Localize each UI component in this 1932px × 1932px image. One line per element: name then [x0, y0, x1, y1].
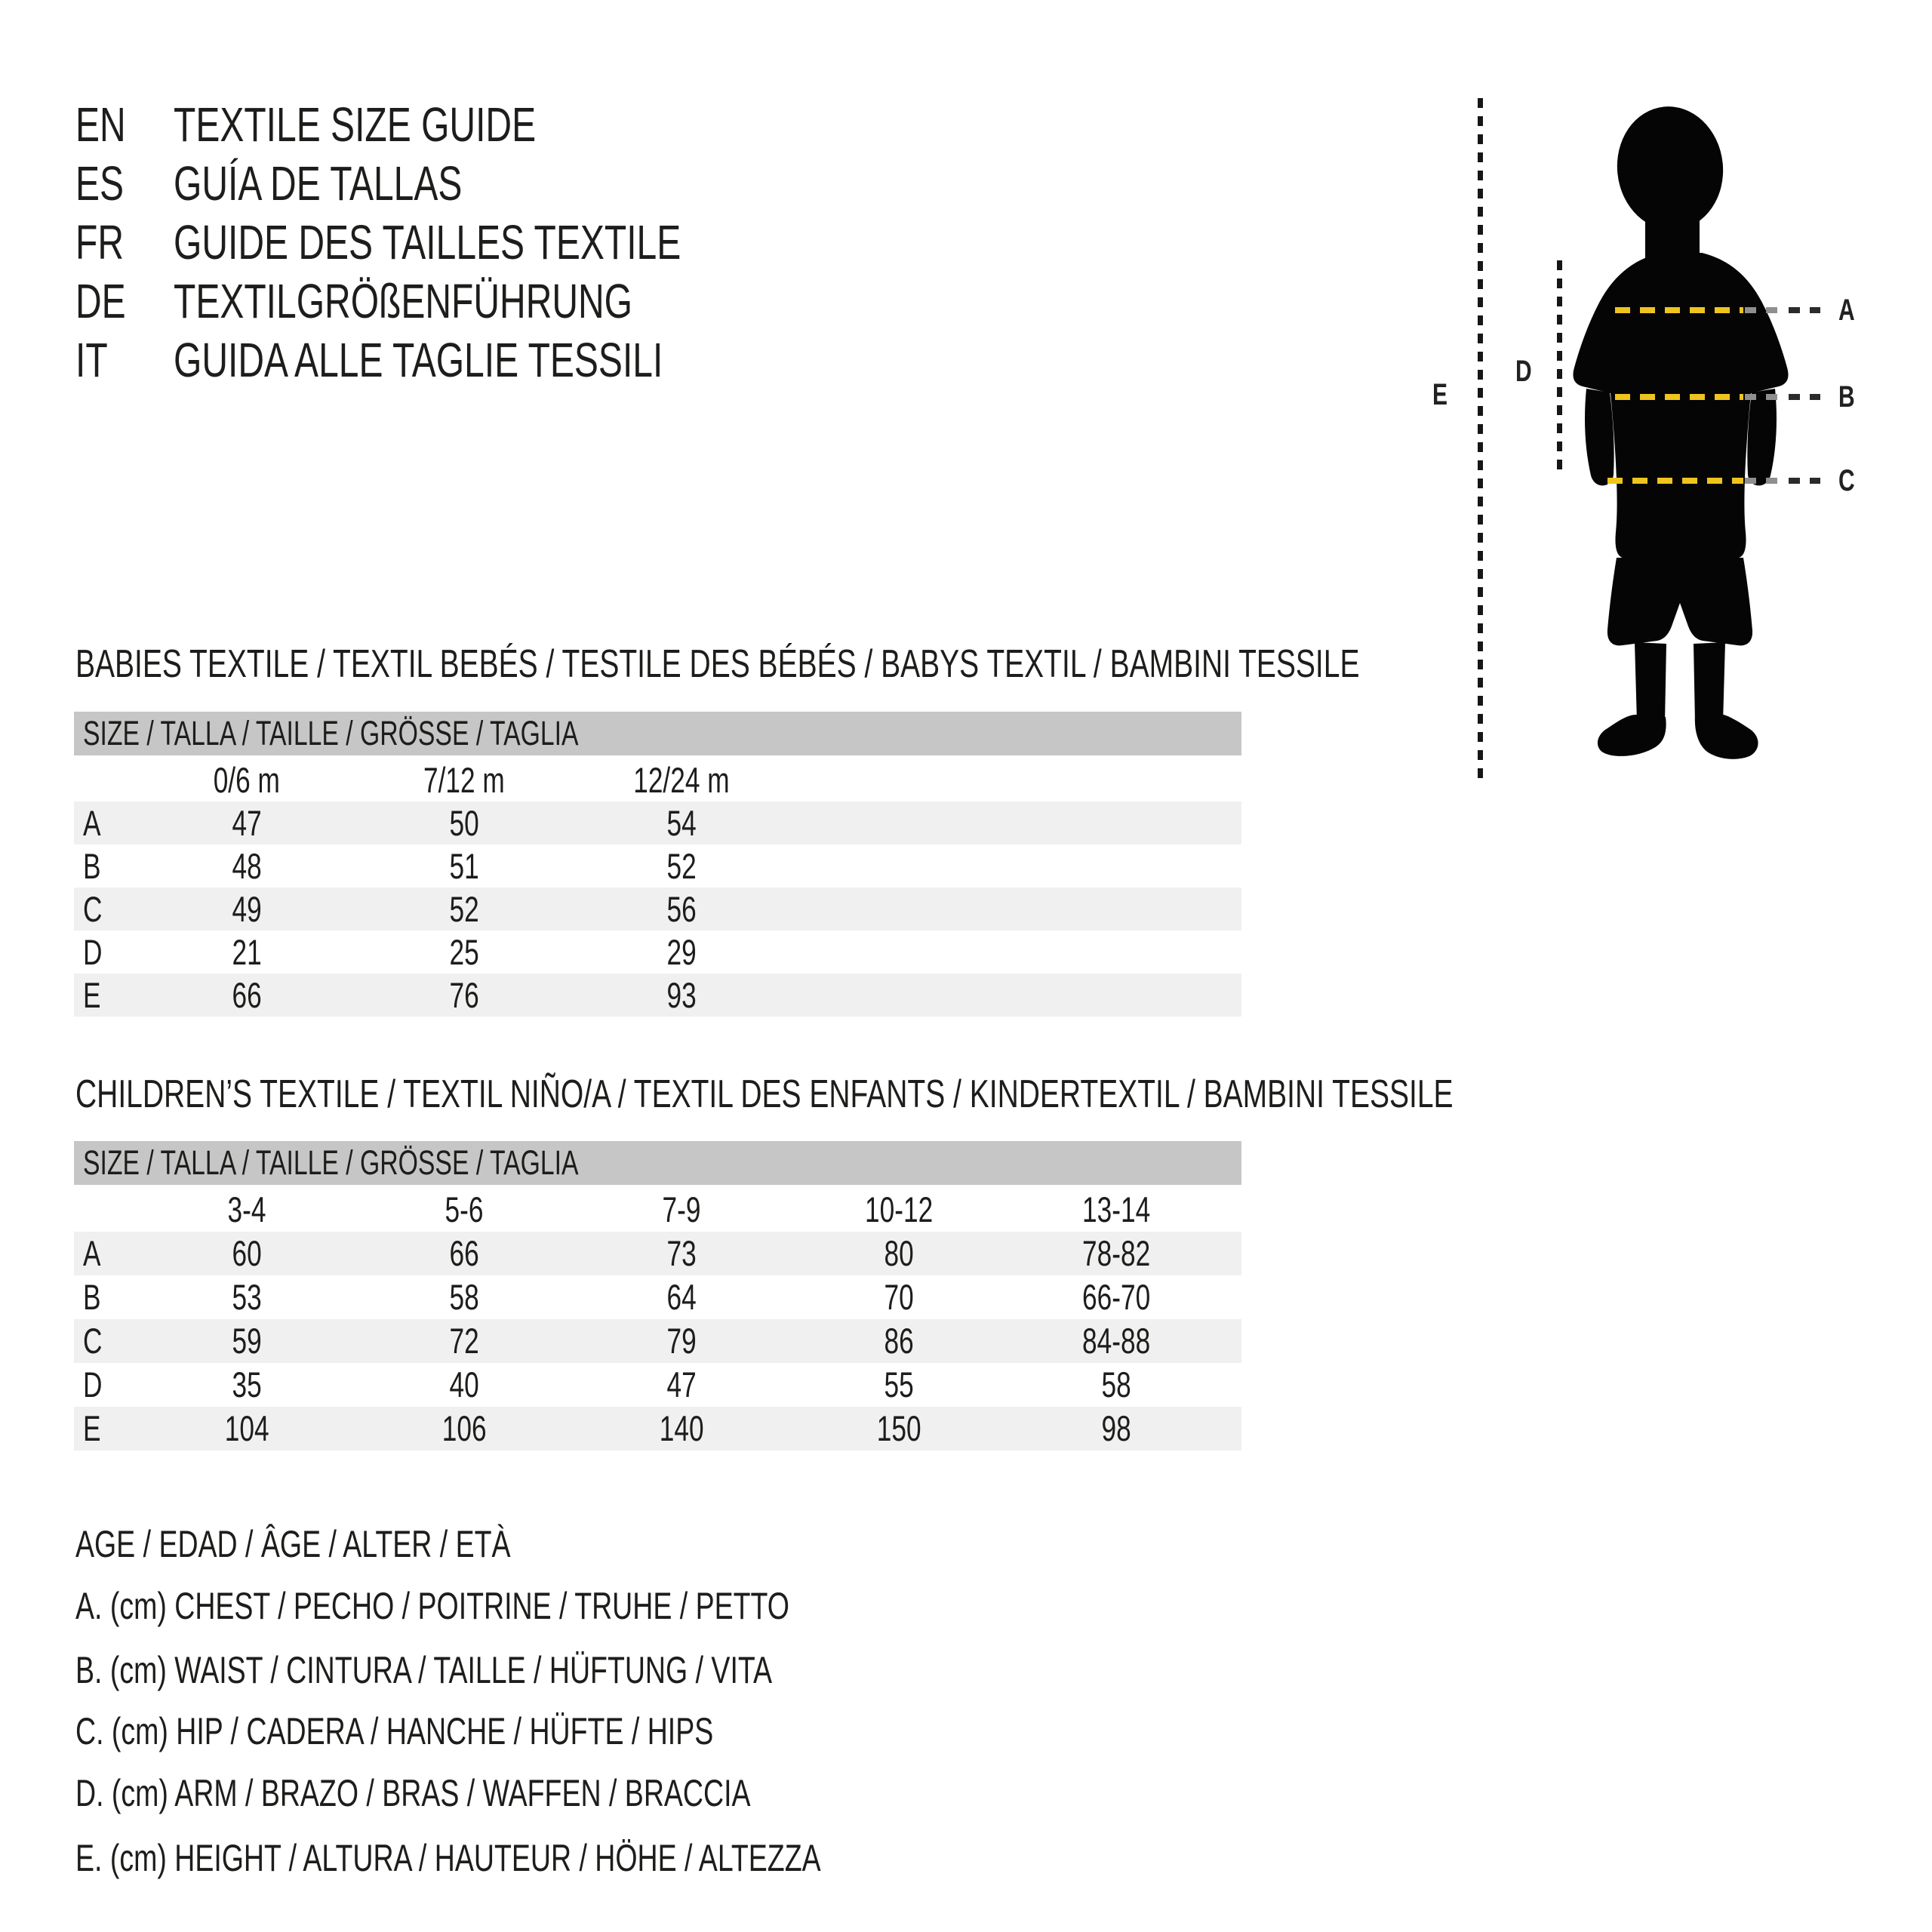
chest-line-gray	[1745, 307, 1786, 313]
children-row-e	[74, 1407, 1241, 1451]
babies-column-header-row	[74, 758, 1241, 801]
table-cell: 29	[666, 932, 697, 972]
silhouette-left-arm	[1585, 389, 1614, 485]
hip-line-yellow	[1607, 478, 1743, 484]
children-size-header-label: SIZE / TALLA / TAILLE / GRÖSSE / TAGLIA	[83, 1143, 579, 1182]
measurement-figure	[1419, 91, 1932, 792]
chest-line-dark	[1789, 307, 1820, 313]
row-label: C	[83, 889, 103, 929]
table-cell: 140	[659, 1408, 704, 1448]
legend-hip: C. (cm) HIP / CADERA / HANCHE / HÜFTE / HIPS	[75, 1710, 714, 1752]
legend-waist: B. (cm) WAIST / CINTURA / TAILLE / HÜFTUNG / VITA	[75, 1649, 773, 1691]
waist-line-gray	[1745, 394, 1786, 400]
table-cell: 93	[666, 975, 697, 1015]
row-label: A	[83, 803, 101, 843]
silhouette-right-arm	[1747, 389, 1777, 485]
row-label: D	[83, 1364, 103, 1404]
table-cell: 25	[449, 932, 479, 972]
babies-corner-cell	[74, 758, 138, 801]
guide-title-es: GUÍA DE TALLAS	[174, 156, 463, 211]
table-cell: 59	[232, 1321, 262, 1361]
table-cell: 66	[449, 1233, 479, 1273]
table-cell: 64	[666, 1277, 697, 1317]
children-col-header: 3-4	[227, 1189, 266, 1229]
table-cell: 84-88	[1081, 1321, 1151, 1361]
table-cell: 79	[666, 1321, 697, 1361]
table-cell: 72	[449, 1321, 479, 1361]
lang-code-en: EN	[75, 97, 126, 152]
table-cell: 21	[232, 932, 262, 972]
measure-label-e: E	[1432, 378, 1448, 411]
table-cell: 104	[224, 1408, 269, 1448]
row-label: B	[83, 1277, 101, 1317]
table-cell: 35	[232, 1364, 262, 1404]
babies-col-header: 12/24 m	[633, 760, 730, 800]
row-label: A	[83, 1233, 101, 1273]
children-row-d	[74, 1363, 1241, 1407]
silhouette-left-shoe	[1598, 715, 1666, 756]
babies-row-d	[74, 931, 1241, 974]
table-cell: 60	[232, 1233, 262, 1273]
table-cell: 51	[449, 846, 479, 886]
children-row-b	[74, 1275, 1241, 1319]
table-cell: 55	[884, 1364, 914, 1404]
table-cell: 66-70	[1081, 1277, 1151, 1317]
children-corner-cell	[74, 1188, 138, 1232]
table-cell: 86	[884, 1321, 914, 1361]
children-col-header: 10-12	[864, 1189, 934, 1229]
guide-title-en: TEXTILE SIZE GUIDE	[174, 97, 537, 152]
table-cell: 66	[232, 975, 262, 1015]
measure-label-c: C	[1838, 464, 1855, 497]
lang-code-fr: FR	[75, 215, 124, 269]
babies-size-header-label: SIZE / TALLA / TAILLE / GRÖSSE / TAGLIA	[83, 714, 579, 752]
table-cell: 40	[449, 1364, 479, 1404]
children-col-header: 7-9	[662, 1189, 701, 1229]
table-cell: 70	[884, 1277, 914, 1317]
table-cell: 150	[876, 1408, 921, 1448]
table-cell: 54	[666, 803, 697, 843]
silhouette-shorts	[1607, 558, 1752, 645]
row-label: E	[83, 1408, 101, 1448]
lang-code-de: DE	[75, 274, 126, 328]
lang-code-es: ES	[75, 156, 125, 211]
guide-title-fr: GUIDE DES TAILLES TEXTILE	[174, 215, 681, 269]
table-cell: 106	[441, 1408, 487, 1448]
legend-arm: D. (cm) ARM / BRAZO / BRAS / WAFFEN / BRACCIA	[75, 1772, 751, 1814]
children-col-header: 5-6	[445, 1189, 484, 1229]
row-label: B	[83, 846, 101, 886]
table-cell: 56	[666, 889, 697, 929]
table-cell: 50	[449, 803, 479, 843]
babies-table	[74, 712, 1241, 1017]
table-cell: 80	[884, 1233, 914, 1273]
table-cell: 98	[1101, 1408, 1131, 1448]
measure-label-d: D	[1515, 355, 1532, 388]
table-cell: 58	[449, 1277, 479, 1317]
children-col-header: 13-14	[1081, 1189, 1151, 1229]
table-cell: 47	[666, 1364, 697, 1404]
table-cell: 52	[666, 846, 697, 886]
babies-section-title: BABIES TEXTILE / TEXTIL BEBÉS / TESTILE DES BÉBÉS / BABYS TEXTIL / BAMBINI TESSILE	[75, 642, 1360, 686]
babies-row-b	[74, 844, 1241, 888]
children-section-title: CHILDREN’S TEXTILE / TEXTIL NIÑO/A / TEXTIL DES ENFANTS / KINDERTEXTIL / BAMBINI TESSILE	[75, 1072, 1454, 1116]
chest-line-yellow	[1615, 307, 1743, 313]
table-cell: 53	[232, 1277, 262, 1317]
row-label: C	[83, 1321, 103, 1361]
lang-code-it: IT	[75, 333, 108, 387]
table-cell: 73	[666, 1233, 697, 1273]
guide-title-de: TEXTILGRÖßENFÜHRUNG	[174, 274, 633, 328]
table-cell: 49	[232, 889, 262, 929]
children-size-header-bar	[74, 1141, 1241, 1185]
silhouette-right-shoe	[1695, 715, 1758, 759]
table-cell: 78-82	[1081, 1233, 1151, 1273]
legend-age: AGE / EDAD / ÂGE / ALTER / ETÀ	[75, 1523, 511, 1565]
arm-measure-line-d	[1557, 260, 1562, 472]
waist-line-dark	[1789, 394, 1820, 400]
hip-line-gray	[1745, 478, 1786, 484]
babies-row-c	[74, 888, 1241, 931]
babies-col-header: 0/6 m	[213, 760, 281, 800]
children-row-a	[74, 1232, 1241, 1275]
legend-height: E. (cm) HEIGHT / ALTURA / HAUTEUR / HÖHE / ALTEZZA	[75, 1837, 821, 1879]
waist-line-yellow	[1615, 394, 1743, 400]
row-label: E	[83, 975, 101, 1015]
table-cell: 47	[232, 803, 262, 843]
legend-chest: A. (cm) CHEST / PECHO / POITRINE / TRUHE / PETTO	[75, 1585, 789, 1627]
guide-title-it: GUIDA ALLE TAGLIE TESSILI	[174, 333, 663, 387]
table-cell: 76	[449, 975, 479, 1015]
children-table	[74, 1141, 1241, 1451]
table-cell: 58	[1101, 1364, 1131, 1404]
table-cell: 52	[449, 889, 479, 929]
babies-row-a	[74, 801, 1241, 844]
children-column-header-row	[74, 1188, 1241, 1232]
measure-label-a: A	[1838, 294, 1855, 327]
babies-col-header: 7/12 m	[423, 760, 505, 800]
row-label: D	[83, 932, 103, 972]
children-row-c	[74, 1319, 1241, 1363]
babies-size-header-bar	[74, 712, 1241, 755]
table-cell: 48	[232, 846, 262, 886]
babies-row-e	[74, 974, 1241, 1017]
measure-label-b: B	[1838, 380, 1855, 414]
hip-line-dark	[1789, 478, 1820, 484]
